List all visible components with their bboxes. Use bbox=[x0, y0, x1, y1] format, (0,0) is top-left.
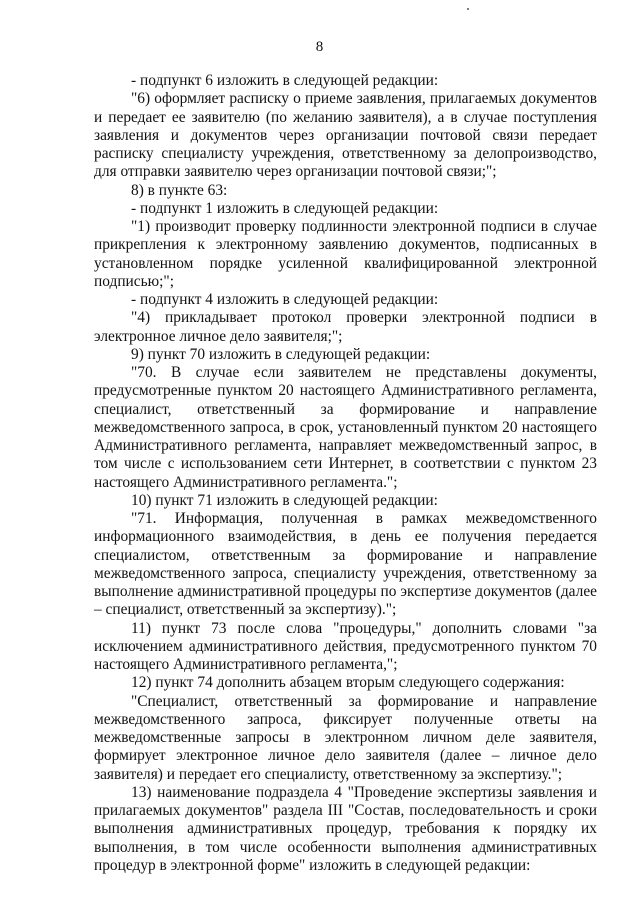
paragraph-subitem-4-text: "4) прикладывает протокол проверки электронной подписи в электронное личное дело заявителя;"; bbox=[94, 309, 597, 345]
paragraph-item-74-text: "Специалист, ответственный за формирование и направление межведомственного запроса, фиксирует полученные ответы на межведомственные запросы в электронном личном деле заявителя, формирует электронное личное дело заявителя (далее – личное дело заявителя) и передает его специалисту, ответственному за экспертизу."; bbox=[94, 692, 597, 783]
paragraph-subitem-4-header: - подпункт 4 изложить в следующей редакции: bbox=[131, 291, 439, 308]
paragraph-item-13: 13) наименование подраздела 4 "Проведение экспертизы заявления и прилагаемых документов" раздела III "Состав, последовательность и сроки выполнения административных процедур, требования к порядку их выполнения, в том числе особенности выполнения административных процедур в электронной форме" изложить в следующей редакции: bbox=[94, 783, 597, 874]
scan-artifact-dot bbox=[467, 8, 469, 10]
paragraph-item-12: 12) пункт 74 дополнить абзацем вторым следующего содержания: bbox=[131, 674, 565, 692]
paragraph-item-9: 9) пункт 70 изложить в следующей редакции: bbox=[131, 345, 431, 363]
paragraph-subitem-1-text: "1) производит проверку подлинности электронной подписи в случае прикрепления к электронному заявлению документов, подписанных в установленном порядке усиленной квалифицированной электронной подписью;"; bbox=[94, 218, 597, 290]
paragraph-subitem-6-text: "6) оформляет расписку о приеме заявления, прилагаемых документов и передает ее заявителю (по желанию заявителя), а в случае поступления заявления и документов через организации почтовой связи передает расписку специалисту учреждения, ответственному за делопроизводство, для отправки заявителю через организации почтовой связи;"; bbox=[94, 90, 597, 181]
page-number: 8 bbox=[315, 39, 324, 55]
paragraph-item-8: 8) в пункте 63: bbox=[131, 181, 228, 199]
paragraph-item-70-text: "70. В случае если заявителем не представлены документы, предусмотренные пунктом 20 настоящего Административного регламента, специалист, ответственный за формирование и направление межведомственного запроса, в срок, установленный пунктом 20 настоящего Административного регламента, направляет межведомственный запрос, в том числе с использованием сети Интернет, в соответствии с пунктом 23 настоящего Административного регламента."; bbox=[94, 364, 597, 491]
paragraph-item-11: 11) пункт 73 после слова "процедуры," дополнить словами "за исключением административного действия, предусмотренного пунктом 70 настоящего Административного регламента,"; bbox=[94, 619, 597, 673]
paragraph-item-10: 10) пункт 71 изложить в следующей редакции: bbox=[131, 491, 438, 509]
document-body bbox=[94, 72, 597, 875]
paragraph-subitem-1-header: - подпункт 1 изложить в следующей редакции: bbox=[131, 199, 439, 217]
paragraph-item-71-text: "71. Информация, полученная в рамках межведомственного информационного взаимодействия, в день ее получения передается специалистом, ответственным за формирование и направление межведомственного запроса, специалисту учреждения, ответственному за выполнение административной процедуры по экспертизе документов (далее – специалист, ответственный за экспертизу)."; bbox=[94, 510, 597, 619]
paragraph-subitem-6-header: - подпункт 6 изложить в следующей редакции: bbox=[131, 72, 439, 89]
